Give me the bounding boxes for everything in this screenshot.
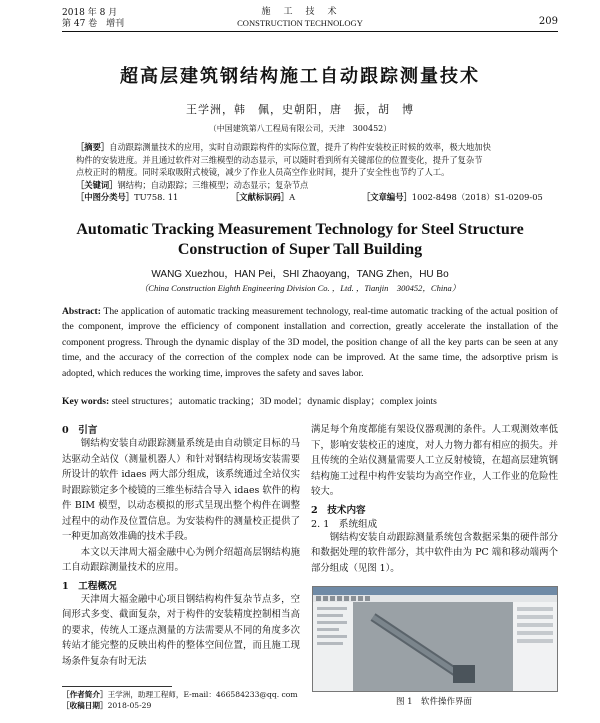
title-cn: 超高层建筑钢结构施工自动跟踪测量技术 (120, 66, 480, 87)
keywords-en-label: Key words: (62, 396, 110, 407)
article-number-value: 1002-8498（2018）S1-0209-05 (411, 192, 543, 203)
affiliation-cn: （中国建筑第八工程局有限公司，天津 300452） (208, 124, 392, 133)
subsection-heading: 2. 1 系统组成 (311, 518, 378, 530)
paragraph: 本文以天津周大福金融中心为例介绍超高层钢结构施工自动跟踪测量技术的应用。 (62, 546, 300, 573)
received-date-label: ［收稿日期］ (62, 701, 108, 710)
clc-value: TU758. 11 (134, 192, 179, 203)
author-bio-text: 王学洲，助理工程师，E-mail：466584233@qq. com (107, 690, 298, 699)
header-journal-en: CONSTRUCTION TECHNOLOGY (237, 18, 363, 28)
title-en-line1: Automatic Tracking Measurement Technology for Steel Structure (76, 221, 524, 238)
figure-caption: 图 1 软件操作界面 (395, 697, 473, 707)
abstract-cn-line: 自动跟踪测量技术的应用，实时自动跟踪构件的实际位置，提升了构件安装校正时候的效率，极大地加快 (109, 142, 491, 152)
keywords-en (62, 394, 558, 409)
keywords-en-text: steel structures；automatic tracking；3D model；dynamic display；complex joints (111, 396, 437, 407)
section-heading: 2 技术内容 (311, 504, 366, 516)
section-heading: 0 引言 (62, 425, 98, 436)
clc-label: ［中图分类号］ (76, 192, 135, 203)
figure-software-interface (312, 586, 558, 692)
title-en-line2: Construction of Super Tall Building (177, 241, 423, 258)
footnote (62, 689, 298, 711)
page-number: 209 (538, 16, 558, 27)
paragraph: 满足每个角度都能有架设仪器观测的条件。人工观测效率低下，影响安装校正的速度，对人力物力都有相应的损失。并且传统的全站仪测量需要人工立反射棱镜，在超高层建筑钢结构施工过程中构件安装均为高空作业，人工作业的危险性较大。 (311, 424, 558, 497)
abstract-en (62, 304, 558, 381)
article-number-label: ［文章编号］ (362, 192, 412, 203)
classification-row (76, 191, 546, 204)
doc-code-label: ［文献标识码］ (231, 192, 290, 203)
header-rule (62, 31, 558, 32)
received-date-text: 2018-05-29 (107, 701, 152, 710)
authors-en: WANG Xuezhou，HAN Pei，SHI Zhaoyang，TANG Zhen，HU Bo (151, 269, 449, 280)
paragraph: 钢结构安装自动跟踪测量系统是由自动锁定目标的马达驱动全站仪（测量机器人）和针对钢结构现场安装需要所设计的软件 idaes 两大部分组成，该系统通过全站仪实时跟踪锁定多个棱镜的三维坐标结合导入 idaes 软件的构件 BIM 模型，以动态模拟的形式呈现出整个构件在调整过程中的动作及位置信息。为安装构件的测量校正提供了一种更加高效准确的技术手段。 (62, 438, 300, 542)
abstract-cn-line: 点校正时的精度。同时采取吸附式棱镜，减少了作业人员高空作业时间，提升了安全性也节约了人工。 (76, 167, 450, 178)
header-volume: 第 47 卷 增刊 (62, 19, 125, 29)
keywords-cn-label: ［关键词］ (76, 179, 118, 190)
abstract-cn-line: 构件的安装进度。并且通过软件对三维模型的动态显示，可以随时看到所有关键部位的位置变化，提升了复杂节 (76, 154, 483, 165)
section-heading: 1 工程概况 (62, 580, 117, 592)
footnote-rule (62, 686, 172, 687)
abstract-en-text: The application of automatic tracking measurement technology, real-time automatic tracking of the actual position of the component, improve the efficiency of component installation and correction, greatly accelerate the installation of the component progress. Through the dynamic display of the 3D model, the position change of all the key parts can be seen at any time, and the accuracy of the correction of the complex node can be improved. At the same time, the adsorptive prism is adopted, which reduces the working time, improves the safety and saves labor. (62, 306, 558, 379)
keywords-cn-text: 钢结构；自动跟踪；三维模型；动态显示；复杂节点 (117, 179, 309, 190)
left-column (62, 422, 300, 669)
header-journal-cn: 施 工 技 术 (261, 7, 339, 17)
author-bio-label: ［作者简介］ (62, 690, 108, 699)
abstract-en-label: Abstract: (62, 306, 101, 317)
paragraph: 钢结构安装自动跟踪测量系统包含数据采集的硬件部分和数据处理的软件部分，其中软件由为 PC 端和移动端两个部分组成（见图 1）。 (311, 531, 558, 574)
doc-code-value: A (289, 192, 296, 203)
affiliation-en: （China Construction Eighth Engineering Division Co. ，Ltd. ，Tianjin 300452，China） (139, 283, 461, 293)
authors-cn: 王学洲，韩 佩，史朝阳，唐 振，胡 博 (186, 103, 414, 116)
software-screenshot-image (313, 587, 557, 691)
paragraph: 天津周大福金融中心项目钢结构构件复杂节点多，空间形式多变、截面复杂，对于构件的安装精度控制相当高的要求，传统人工逐点测量的方法需要从不同的角度多次转站才能完整的反映出构件的整体空间位置，而且施工现场条件复杂有时无法 (62, 593, 300, 667)
abstract-cn-label: ［摘要］ (76, 142, 110, 152)
header-date: 2018 年 8 月 (62, 8, 118, 18)
right-column (311, 422, 558, 576)
abstract-cn (76, 141, 546, 204)
